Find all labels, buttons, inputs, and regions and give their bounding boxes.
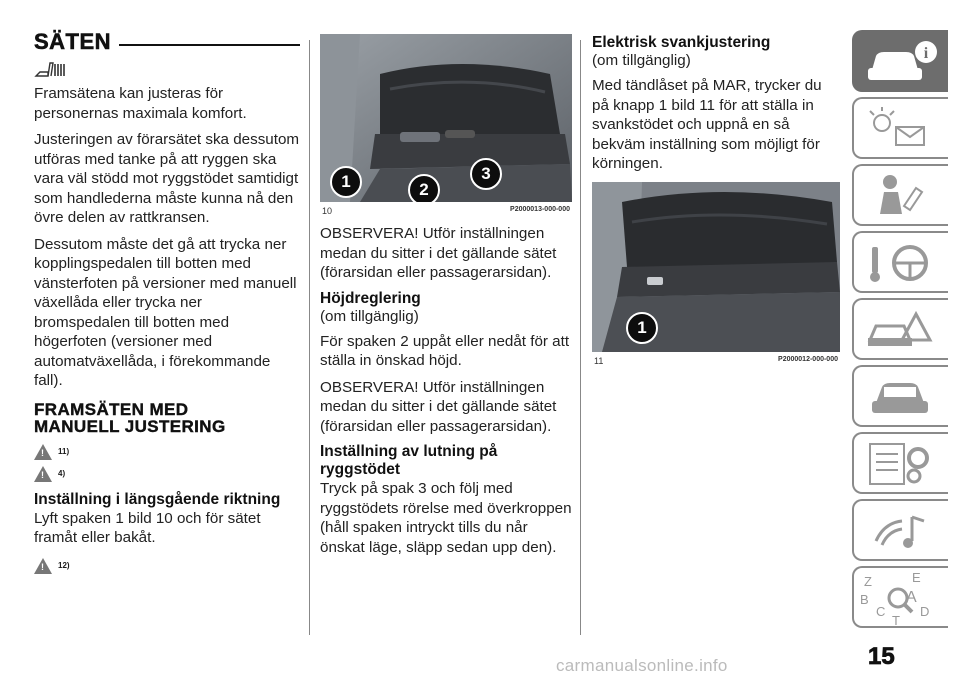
figure-caption	[320, 206, 572, 216]
figure-number: 11	[594, 355, 604, 366]
warning-triangle-icon	[34, 444, 52, 460]
warning-ref-number: 12)	[58, 561, 70, 570]
section-title: SÄTEN	[34, 29, 112, 54]
height-text: För spaken 2 uppåt eller nedåt för att ställa in önskad höjd.	[320, 332, 570, 369]
maintenance-icon	[854, 367, 944, 425]
tab-multimedia[interactable]	[852, 499, 948, 561]
index-letter: C	[876, 604, 886, 619]
observera-note: OBSERVERA! Utför inställningen medan du sitter i det gällande sätet (förarsidan eller passagerarsidan).	[320, 378, 557, 435]
tab-technical-data[interactable]	[852, 432, 948, 494]
index-letter: A	[906, 589, 917, 606]
tab-dashboard-lights[interactable]	[852, 97, 948, 159]
index-letter: D	[920, 604, 930, 619]
heading-line: FRAMSÄTEN MED	[34, 399, 189, 419]
index-letter: Z	[864, 574, 872, 589]
warning-ref-number: 4)	[58, 469, 66, 478]
warning-triangle-icon	[34, 558, 52, 574]
tab-maintenance[interactable]	[852, 365, 948, 427]
index-letter: E	[912, 570, 921, 585]
technical-data-icon	[854, 434, 944, 492]
heading-line: MANUELL JUSTERING	[34, 416, 226, 436]
tab-index[interactable]	[852, 566, 948, 628]
figure-code: P2000012-000-000	[778, 355, 838, 363]
lumbar-text: Med tändlåset på MAR, trycker du på knapp 1 bild 11 för att ställa in svankstödet och uppnå en så bekväm inställning som möjligt för körningen.	[592, 77, 822, 172]
index-letter: T	[892, 613, 900, 626]
warning-ref	[34, 555, 300, 577]
svg-text:i: i	[923, 45, 929, 62]
figure-11-image	[592, 182, 840, 352]
multimedia-icon	[854, 501, 944, 559]
callout-1: 1	[330, 166, 362, 198]
observera-note: OBSERVERA! Utför inställningen medan du sitter i det gällande sätet (förarsidan eller passagerarsidan).	[320, 225, 557, 281]
lumbar-availability: (om tillgänglig)	[592, 52, 691, 69]
callout-3: 3	[470, 158, 502, 190]
title-rule	[119, 44, 300, 46]
emergency-icon	[854, 300, 944, 358]
figure-10-image	[320, 34, 572, 202]
tab-emergency[interactable]	[852, 298, 948, 360]
length-adjust-subheading: Inställning i längsgående riktning	[34, 490, 281, 508]
callout-2: 2	[408, 174, 440, 202]
length-adjust-text: Lyft spaken 1 bild 10 och för sätet framåt eller bakåt.	[34, 509, 261, 546]
manual-adjust-heading	[34, 401, 300, 435]
tilt-text: Tryck på spak 3 och följ med ryggstödets rörelse med överkroppen (håll spaken intryckt tills du når önskat läge, släpp sedan upp den).	[320, 480, 572, 556]
left-column	[34, 30, 300, 577]
tilt-subheading: Inställning av lutning på ryggstödet	[320, 443, 498, 478]
intro-paragraph: Dessutom måste det gå att trycka ner kopplingspedalen till botten med vänsterfoten på versioner med manuell växellåda eller trycka ner bromspedalen till botten med högerfoten (versioner med automatväxellåda, i förekommande fall).	[34, 235, 297, 389]
intro-paragraph: Justeringen av förarsätet ska dessutom utföras med tanke på att ryggen ska vara väl stödd mot ryggstödet samtidigt som handlederna måste kunna nå den övre delen av rattkransen.	[34, 131, 300, 226]
page-number: 15	[868, 643, 895, 670]
lumbar-subheading: Elektrisk svankjustering	[592, 34, 771, 51]
tab-starting-driving[interactable]	[852, 231, 948, 293]
chapter-tabs	[852, 30, 948, 633]
height-subheading: Höjdreglering	[320, 289, 421, 307]
tab-car-info[interactable]	[852, 30, 948, 92]
safety-icon	[854, 166, 944, 224]
index-icon	[854, 568, 944, 626]
figure-caption	[592, 356, 840, 366]
seat-icon	[34, 60, 300, 80]
right-column	[592, 34, 840, 366]
index-letter: B	[860, 592, 869, 607]
tab-safety[interactable]	[852, 164, 948, 226]
callout-1: 1	[626, 312, 658, 344]
warning-triangle-icon	[34, 466, 52, 482]
section-title-bar	[34, 30, 300, 54]
car-info-icon	[854, 32, 944, 90]
column-divider	[309, 40, 310, 635]
height-availability: (om tillgänglig)	[320, 307, 419, 325]
intro-paragraph: Framsätena kan justeras för personernas maximala komfort.	[34, 85, 247, 122]
dashboard-lights-icon	[854, 99, 944, 157]
warning-ref-number: 11)	[58, 447, 70, 456]
warning-ref	[34, 441, 300, 463]
figure-code: P2000013-000-000	[510, 206, 570, 213]
figure-number: 10	[322, 206, 333, 216]
column-divider	[580, 40, 581, 635]
starting-driving-icon	[854, 233, 944, 291]
watermark: carmanualsonline.info	[556, 656, 728, 675]
warning-ref	[34, 463, 300, 485]
middle-column	[320, 34, 572, 564]
